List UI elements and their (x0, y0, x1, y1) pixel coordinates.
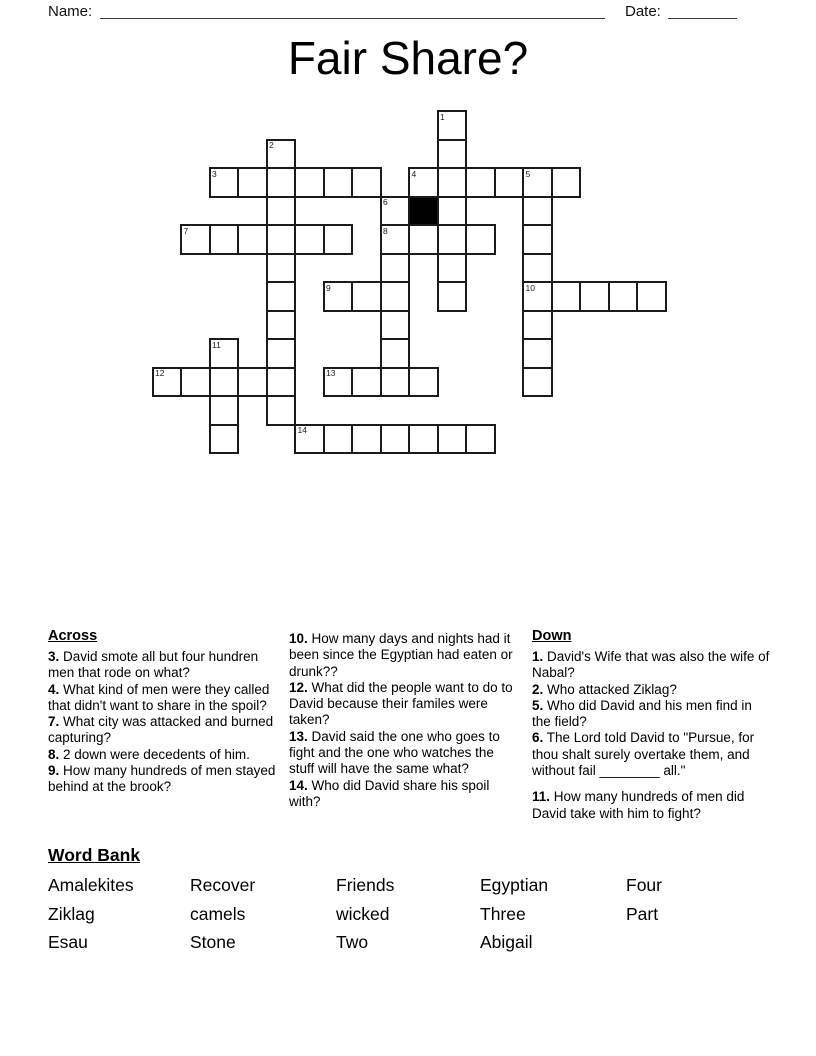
crossword-cell[interactable] (522, 224, 553, 255)
clue-number: 5. (532, 697, 544, 713)
cell-number: 14 (297, 425, 307, 435)
across-header: Across (48, 628, 98, 644)
crossword-cell[interactable] (437, 253, 468, 284)
crossword-cell[interactable] (351, 424, 382, 455)
down-header: Down (532, 628, 572, 644)
date-label: Date: (625, 3, 661, 20)
clue-number: 12. (289, 679, 308, 695)
crossword-cell[interactable] (237, 224, 268, 255)
crossword-cell[interactable] (522, 367, 553, 398)
word-bank-word: Three (480, 903, 526, 924)
word-bank-row (48, 900, 788, 929)
clue-number: 11. (532, 789, 551, 805)
crossword-cell[interactable] (636, 281, 667, 312)
crossword-cell[interactable] (380, 253, 411, 284)
crossword-cell[interactable] (351, 281, 382, 312)
crossword-cell[interactable] (209, 338, 240, 369)
word-bank-word: Friends (336, 875, 395, 895)
clue-number: 10. (289, 631, 308, 646)
crossword-cell[interactable] (437, 224, 468, 255)
crossword-grid (0, 0, 816, 470)
crossword-cell[interactable] (266, 253, 297, 284)
word-bank-word: Four (626, 875, 662, 895)
clue-item: 12. What did the people want to do to David because their familes were taken? (289, 679, 513, 728)
crossword-cell[interactable] (551, 167, 582, 198)
crossword-cell[interactable] (408, 224, 439, 255)
word-bank-word: Two (336, 932, 369, 953)
crossword-cell[interactable] (437, 167, 468, 198)
crossword-cell[interactable] (551, 281, 582, 312)
clue-number: 13. (289, 728, 308, 744)
clue-number: 8. (48, 746, 60, 762)
crossword-cell[interactable] (522, 196, 553, 227)
name-label: Name: (48, 3, 93, 20)
crossword-cell[interactable] (522, 310, 553, 341)
crossword-cell[interactable] (579, 281, 610, 312)
crossword-cell[interactable] (380, 310, 411, 341)
crossword-cell[interactable] (437, 139, 468, 170)
crossword-cell[interactable] (437, 196, 468, 227)
crossword-cell[interactable] (437, 281, 468, 312)
clue-item: 9. How many hundreds of men stayed behind at the brook? (48, 763, 276, 795)
word-bank-list (48, 871, 788, 957)
cell-number: 11 (212, 339, 221, 350)
crossword-cell[interactable] (209, 167, 240, 198)
crossword-cell[interactable] (209, 424, 240, 455)
cell-number: 2 (269, 140, 274, 150)
crossword-cell[interactable] (323, 367, 354, 398)
clue-number: 9. (48, 763, 60, 779)
crossword-cell[interactable] (408, 167, 439, 198)
clue-number: 6. (532, 730, 544, 746)
clue-item: 13. David said the one who goes to fight and the one who watches the stuff will have the same what? (289, 728, 500, 777)
crossword-cell[interactable] (437, 424, 468, 455)
clue-item: 2. Who attacked Ziklag? (532, 681, 677, 697)
word-bank-word: Esau (48, 932, 88, 953)
crossword-cell[interactable] (180, 224, 211, 255)
crossword-cell[interactable] (323, 424, 354, 455)
clue-item: 5. Who did David and his men find in the field? (532, 697, 752, 730)
word-bank-word: Amalekites (48, 875, 134, 895)
across-clues-column-2 (289, 628, 519, 810)
crossword-cell[interactable] (266, 281, 297, 312)
crossword-cell[interactable] (323, 281, 354, 312)
cell-number: 3 (212, 168, 217, 179)
word-bank-word: Ziklag (48, 903, 95, 924)
crossword-cell[interactable] (380, 424, 411, 455)
crossword-cell[interactable] (465, 167, 496, 198)
crossword-cell[interactable] (351, 167, 382, 198)
crossword-cell[interactable] (266, 367, 297, 398)
crossword-cell[interactable] (522, 253, 553, 284)
page-title: Fair Share? (287, 32, 529, 84)
crossword-cell[interactable] (380, 338, 411, 369)
clue-number: 14. (289, 777, 308, 793)
clue-item: 3. David smote all but four hundren men that rode on what? (48, 649, 259, 681)
crossword-cell[interactable] (465, 224, 496, 255)
crossword-cell[interactable] (294, 167, 325, 198)
word-bank-word: Part (626, 903, 659, 924)
across-clues-column-1 (48, 628, 285, 796)
crossword-cell[interactable] (294, 424, 325, 455)
clue-item: 6. The Lord told David to "Pursue, for thou shalt surely overtake them, and without fail ________ all." (532, 730, 755, 779)
crossword-cell[interactable] (380, 224, 411, 255)
crossword-cell[interactable] (380, 281, 411, 312)
crossword-cell[interactable] (323, 167, 354, 198)
crossword-cell[interactable] (608, 281, 639, 312)
word-bank-word: camels (190, 903, 246, 924)
crossword-cell[interactable] (380, 367, 411, 398)
crossword-cell[interactable] (522, 281, 553, 312)
word-bank-word: Stone (190, 932, 236, 953)
crossword-cell[interactable] (522, 338, 553, 369)
cell-number: 12 (155, 368, 165, 378)
crossword-cell[interactable] (408, 367, 439, 398)
clue-item: 11. How many hundreds of men did David take with him to fight? (532, 789, 745, 821)
cell-number: 5 (525, 168, 531, 179)
cell-number: 1 (440, 111, 445, 122)
clue-number: 3. (48, 649, 60, 664)
crossword-cell[interactable] (266, 310, 297, 341)
crossword-cell[interactable] (209, 224, 240, 255)
crossword-cell[interactable] (351, 367, 382, 398)
clue-item: 4. What kind of men were they called that didn't want to share in the spoil? (48, 681, 270, 713)
clue-number: 7. (48, 714, 60, 730)
clue-number: 4. (48, 681, 60, 697)
clue-item: 1. David's Wife that was also the wife of Nabal? (532, 649, 770, 681)
cell-number: 6 (383, 197, 388, 207)
crossword-cell[interactable] (180, 367, 211, 398)
cell-number: 8 (383, 225, 388, 236)
word-bank-row (48, 928, 788, 957)
crossword-cell[interactable] (408, 424, 439, 455)
clue-item: 14. Who did David share his spoil with? (289, 777, 490, 809)
cell-number: 4 (411, 168, 417, 179)
word-bank-word: Egyptian (480, 875, 549, 895)
word-bank-word: Abigail (480, 932, 533, 953)
crossword-cell[interactable] (152, 367, 183, 398)
crossword-cell[interactable] (494, 167, 525, 198)
word-bank-word: Recover (190, 875, 256, 895)
crossword-cell[interactable] (237, 367, 268, 398)
blocked-cell (408, 196, 439, 227)
crossword-cell[interactable] (522, 167, 553, 198)
crossword-cell[interactable] (266, 338, 297, 369)
crossword-cell[interactable] (209, 367, 240, 398)
cell-number: 7 (183, 225, 189, 236)
clue-number: 2. (532, 681, 544, 697)
crossword-cell[interactable] (209, 395, 240, 426)
clue-item: 10. How many days and nights had it been since the Egyptian had eaten or drunk?? (289, 631, 513, 679)
crossword-cell[interactable] (266, 167, 297, 198)
crossword-cell[interactable] (266, 224, 297, 255)
clue-number: 1. (532, 649, 544, 664)
clue-item: 7. What city was attacked and burned capturing? (48, 714, 274, 746)
crossword-cell[interactable] (380, 196, 411, 227)
crossword-cell[interactable] (266, 196, 297, 227)
crossword-cell[interactable] (237, 167, 268, 198)
cell-number: 10 (525, 282, 535, 293)
word-bank-header: Word Bank (48, 845, 141, 865)
crossword-cell[interactable] (465, 424, 496, 455)
word-bank-word: wicked (336, 903, 390, 924)
crossword-cell[interactable] (323, 224, 354, 255)
crossword-cell[interactable] (294, 224, 325, 255)
clue-item: 8. 2 down were decedents of him. (48, 746, 250, 762)
cell-number: 9 (326, 282, 331, 293)
down-clues-column (532, 628, 772, 822)
cell-number: 13 (326, 368, 336, 378)
crossword-cell[interactable] (266, 139, 297, 170)
crossword-cell[interactable] (266, 395, 297, 426)
crossword-cell[interactable] (437, 110, 468, 141)
word-bank-row (48, 871, 788, 900)
